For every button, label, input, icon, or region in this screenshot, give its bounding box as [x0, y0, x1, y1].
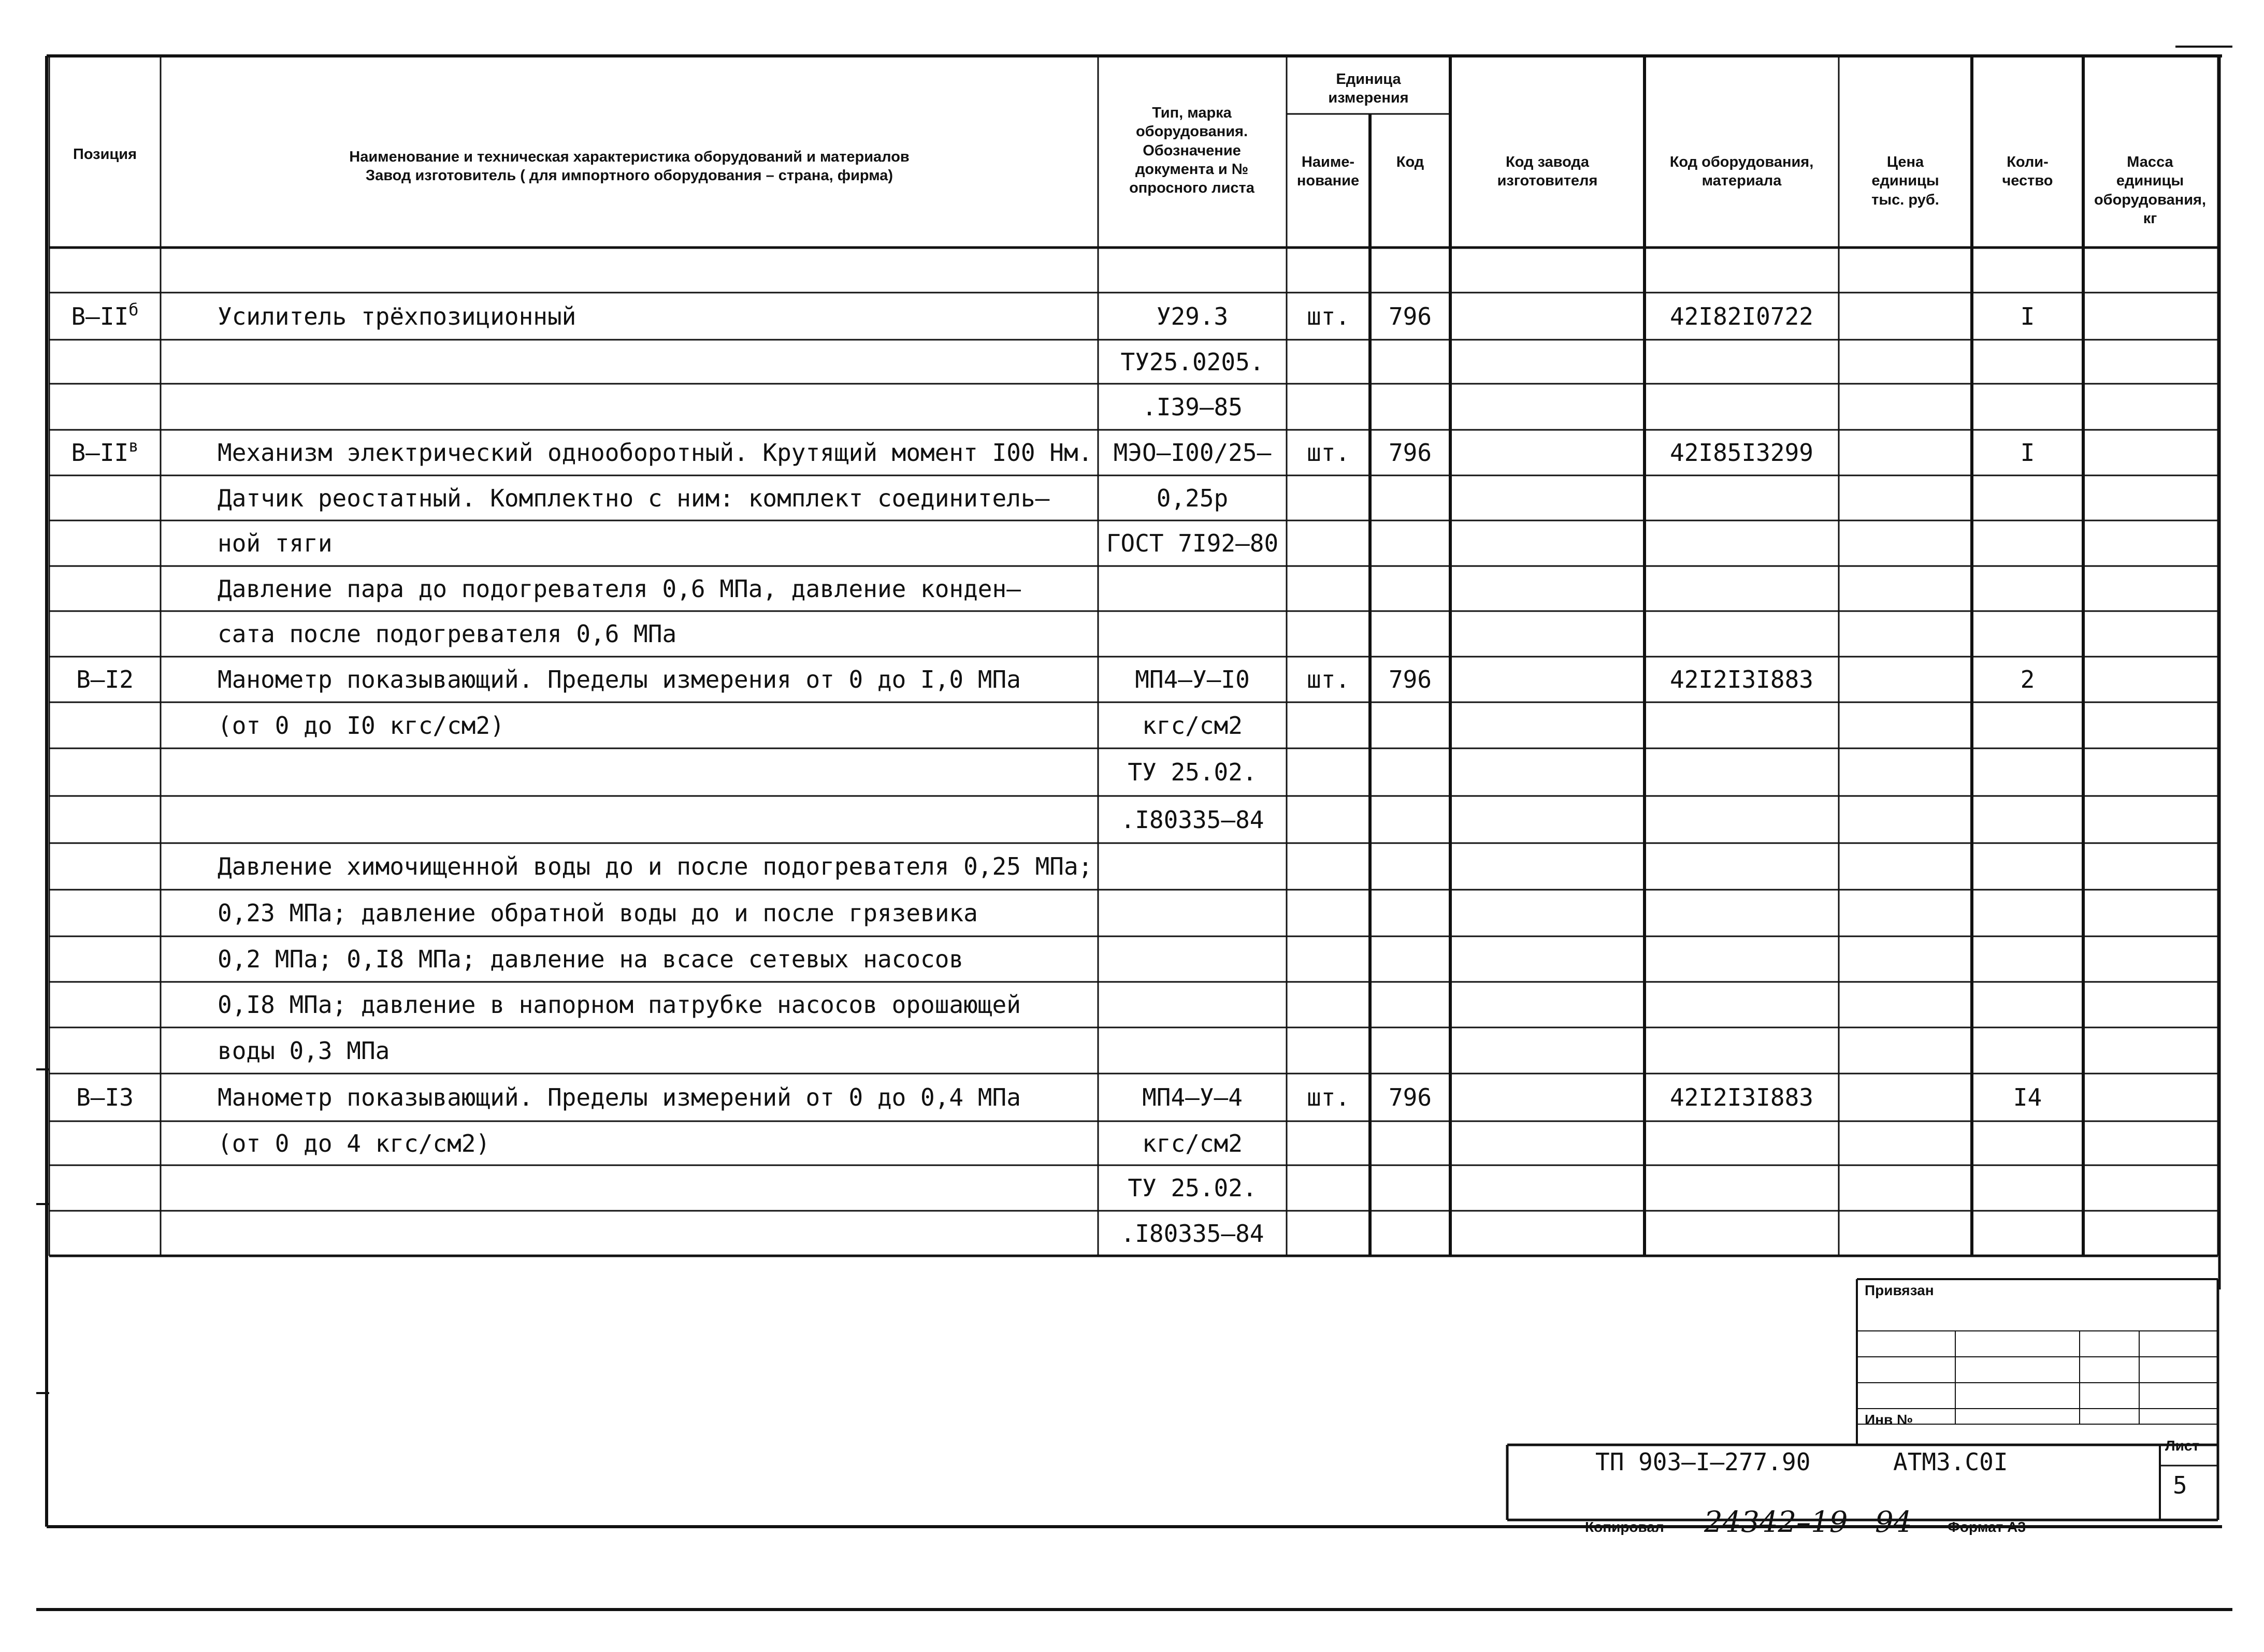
type-cell: 0,25р: [1156, 484, 1229, 512]
equipment-code-cell: 42I2I3I883: [1670, 665, 1813, 693]
description-cell: Манометр показывающий. Пределы измерения от 0 до I,0 МПа: [218, 665, 1021, 693]
type-cell: .I80335–84: [1120, 1220, 1264, 1248]
position-cell: [49, 665, 161, 693]
unit-code-cell: 796: [1388, 302, 1432, 330]
quantity-cell: I: [2020, 439, 2035, 467]
unit-name-cell: шт.: [1306, 665, 1350, 693]
position-cell: [49, 1085, 161, 1109]
header-price: Цена единицы тыс. руб.: [1871, 154, 1939, 208]
position-code: В–I3: [76, 1083, 134, 1111]
position-index: в: [128, 436, 139, 456]
footer-format: Формат А3: [1948, 1519, 2026, 1535]
description-cell: сата после подогревателя 0,6 МПа: [218, 620, 677, 648]
equipment-code-cell: 42I2I3I883: [1670, 1083, 1813, 1111]
header-equipment-code: Код оборудования, материала: [1669, 154, 1814, 190]
description-cell: Датчик реостатный. Комплектно с ним: комплект соединитель–: [218, 484, 1050, 512]
header-type: Тип, марка оборудования. Обозначение документа и № опросного листа: [1129, 105, 1254, 196]
type-cell: ТУ 25.02.: [1128, 758, 1257, 786]
description-cell: Усилитель трёхпозиционный: [218, 302, 576, 330]
stamp-document-number: ТП 903–I–277.90: [1595, 1448, 1811, 1476]
header-position: Позиция: [73, 146, 137, 163]
type-cell: кгс/см2: [1142, 712, 1243, 740]
type-cell: кгс/см2: [1142, 1129, 1243, 1157]
equipment-code-cell: 42I85I3299: [1670, 439, 1813, 467]
description-cell: Давление пара до подогревателя 0,6 МПа, давление конден–: [218, 575, 1021, 603]
description-cell: Механизм электрический однооборотный. Крутящий момент I00 Нм.: [218, 439, 1093, 467]
type-cell: У29.3: [1156, 302, 1229, 330]
header-name: Наименование и техническая характеристика оборудований и материалов Завод изготовитель ( для импортного оборудования – страна, фирма): [349, 149, 910, 184]
position-code: В–I2: [76, 665, 134, 693]
quantity-cell: 2: [2020, 665, 2035, 693]
header-mass: Масса единицы оборудования, кг: [2094, 154, 2207, 227]
description-cell: 0,I8 МПа; давление в напорном патрубке насосов орошающей: [218, 991, 1021, 1019]
header-maker-code: Код завода изготовителя: [1497, 154, 1598, 190]
type-cell: ГОСТ 7I92–80: [1106, 529, 1279, 557]
quantity-cell: I: [2020, 302, 2035, 330]
type-cell: ТУ 25.02.: [1128, 1174, 1257, 1202]
type-cell: МЭО–I00/25–: [1113, 439, 1272, 467]
stamp-inv: Инв №: [1865, 1412, 1913, 1428]
description-cell: Манометр показывающий. Пределы измерений от 0 до 0,4 МПа: [218, 1083, 1021, 1111]
description-cell: (от 0 до I0 кгс/см2): [218, 712, 504, 740]
description-cell: 0,23 МПа; давление обратной воды до и после грязевика: [218, 899, 978, 927]
quantity-cell: I4: [2013, 1083, 2042, 1111]
unit-code-cell: 796: [1388, 1083, 1432, 1111]
header-qty: Коли- чество: [2002, 154, 2053, 190]
header-unit-name: Наиме- нование: [1296, 154, 1360, 190]
footer-copied-label: Копировал: [1585, 1519, 1664, 1535]
description-cell: воды 0,3 МПа: [218, 1037, 390, 1065]
stamp-document-code: АТМ3.С0I: [1893, 1448, 2008, 1476]
position-cell: [49, 300, 161, 330]
position-index: б: [128, 300, 139, 320]
unit-code-cell: 796: [1388, 439, 1432, 467]
position-code: В–II: [71, 439, 129, 467]
header-unit-group: Единица измерения: [1328, 71, 1409, 107]
unit-name-cell: шт.: [1306, 439, 1350, 467]
type-cell: .I80335–84: [1120, 806, 1264, 834]
stamp-sheet-label: Лист: [2165, 1438, 2200, 1454]
description-cell: ной тяги: [218, 529, 333, 557]
footer-copy-number: 24342–19: [1704, 1505, 1848, 1539]
stamp-privyazan: Привязан: [1865, 1282, 1934, 1298]
description-cell: 0,2 МПа; 0,I8 МПа; давление на всасе сетевых насосов: [218, 945, 964, 973]
type-cell: МП4–У–I0: [1135, 665, 1250, 693]
equipment-code-cell: 42I82I0722: [1670, 302, 1813, 330]
header-unit-code: Код: [1396, 154, 1424, 170]
footer-copy-sub: 94: [1875, 1505, 1912, 1539]
unit-name-cell: шт.: [1306, 302, 1350, 330]
unit-name-cell: шт.: [1306, 1083, 1350, 1111]
description-cell: (от 0 до 4 кгс/см2): [218, 1129, 491, 1157]
type-cell: .I39–85: [1142, 393, 1243, 421]
type-cell: ТУ25.0205.: [1120, 348, 1264, 376]
unit-code-cell: 796: [1388, 665, 1432, 693]
stamp-sheet-number: 5: [2173, 1471, 2187, 1499]
position-code: В–II: [71, 302, 129, 330]
type-cell: МП4–У–4: [1142, 1083, 1243, 1111]
position-cell: [49, 436, 161, 467]
description-cell: Давление химочищенной воды до и после подогревателя 0,25 МПа;: [218, 852, 1093, 880]
